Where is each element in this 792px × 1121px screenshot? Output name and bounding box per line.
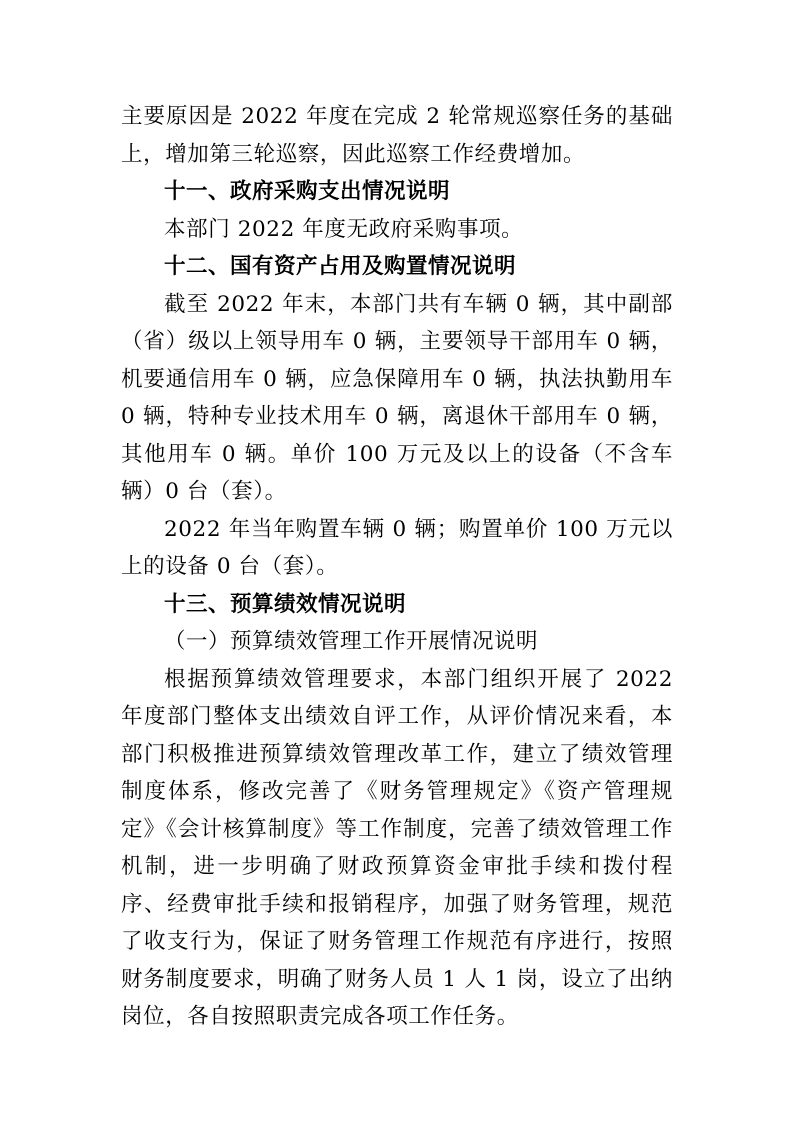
section-heading-11: 十一、政府采购支出情况说明: [164, 179, 451, 204]
section-heading-12: 十二、国有资产占用及购置情况说明: [164, 254, 517, 279]
purchase-paragraph: 2022 年当年购置车辆 0 辆；购置单价 100 万元以上的设备 0 台（套）。: [121, 516, 673, 579]
subsection-heading-1: （一）预算绩效管理工作开展情况说明: [164, 629, 539, 654]
continued-paragraph: 主要原因是 2022 年度在完成 2 轮常规巡察任务的基础上，增加第三轮巡察，因此巡察工作经费增加。: [121, 104, 673, 167]
section-heading-13: 十三、预算绩效情况说明: [164, 591, 407, 617]
performance-paragraph: 根据预算绩效管理要求，本部门组织开展了 2022 年度部门整体支出绩效自评工作，从评价情况来看，本部门积极推进预算绩效管理改革工作，建立了绩效管理制度体系，修改完善了《财务管理规定》《资产管理规定》《会计核算制度》等工作制度，完善了绩效管理工作机制，进一步明确了财政预算资金审批手续和拨付程序、经费审批手续和报销程序，加强了财务管理，规范了收支行为，保证了财务管理工作规范有序进行，按照财务制度要求，明确了财务人员 1 人 1 岗，设立了出纳岗位，各自按照职责完成各项工作任务。: [121, 666, 673, 1029]
procurement-paragraph: 本部门 2022 年度无政府采购事项。: [164, 216, 524, 242]
document-page: [121, 98, 673, 1036]
vehicle-assets-paragraph: 截至 2022 年末，本部门共有车辆 0 辆，其中副部（省）级以上领导用车 0 辆，主要领导干部用车 0 辆，机要通信用车 0 辆，应急保障用车 0 辆，执法执勤用车 0 辆，特种专业技术用车 0 辆，离退休干部用车 0 辆，其他用车 0 辆。单价 100 万元及以上的设备（不含车辆）0 台（套）。: [121, 291, 673, 504]
